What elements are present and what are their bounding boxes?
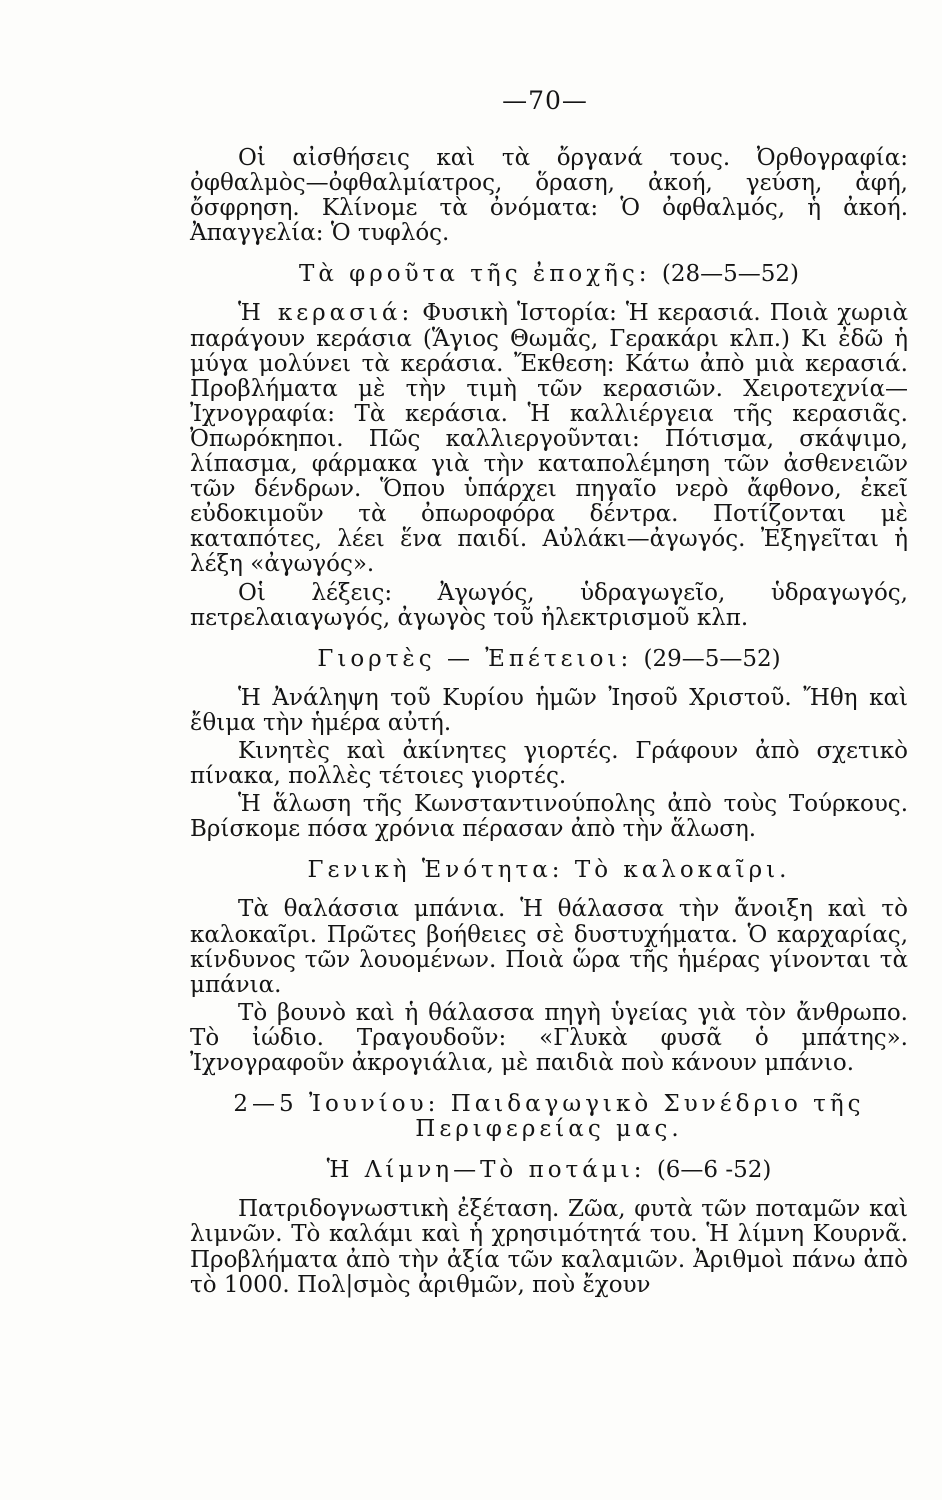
paragraph-senses: Οἱ αἰσθήσεις καὶ τὰ ὄργανά τους. Ὀρθογραφία: ὀφθαλμὸς—ὀφθαλμίατρος, ὅραση, ἀκοή, γεύση, ἁφή, ὄσφρηση. Κλίνομε τὰ ὀνόματα: Ὁ ὀφθαλμός, ἡ ἀκοή. Ἀπαγγελία: Ὁ τυφλός. bbox=[190, 145, 908, 247]
paragraph-fall-constantinople: Ἡ ἅλωση τῆς Κωνσταντινούπολης ἀπὸ τοὺς Τούρκους. Βρίσκομε πόσα χρόνια πέρασαν ἀπὸ τὴν ἅλωση. bbox=[190, 791, 908, 843]
heading-lake-river bbox=[190, 1158, 908, 1183]
page-number: —70— bbox=[502, 86, 588, 115]
heading-conference: 2—5 Ἰουνίου: Παιδαγωγικὸ Συνέδριο τῆς Περιφερείας μας. bbox=[233, 1091, 865, 1143]
paragraph-lead: Ἡ κερασιά: bbox=[238, 300, 414, 327]
paragraph-cherry bbox=[190, 301, 908, 577]
heading-title: Γιορτὲς — Ἐπέτειοι: bbox=[317, 645, 633, 672]
heading-holidays bbox=[190, 647, 908, 672]
heading-title: Ἡ Λίμνη—Τὸ ποτάμι: bbox=[326, 1157, 646, 1184]
paragraph-words: Οἱ λέξεις: Ἀγωγός, ὑδραγωγεῖο, ὑδραγωγός, πετρελαιαγωγός, ἀγωγὸς τοῦ ἠλεκτρισμοῦ κλπ. bbox=[190, 579, 908, 631]
heading-fruits bbox=[190, 262, 908, 287]
body-text bbox=[190, 146, 908, 1298]
heading-title: Τὰ φροῦτα τῆς ἐποχῆς: bbox=[299, 261, 651, 288]
paragraph-body: Φυσικὴ Ἱστορία: Ἡ κερασιά. Ποιὰ χωριὰ παράγουν κεράσια (Ἅγιος Θωμᾶς, Γερακάρι κλπ.) Κι ἐδῶ ἡ μύγα μολύνει τὰ κεράσια. Ἔκθεση: Κάτω ἀπὸ μιὰ κερασιά. Προβλήματα μὲ τὴν τιμὴ τῶν κερασιῶν. Χειροτεχνία—Ἰχνογραφία: Τὰ κεράσια. Ἡ καλλιέργεια τῆς κερασιᾶς. Ὀπωρόκηποι. Πῶς καλλιεργοῦνται: Πότισμα, σκάψιμο, λίπασμα, φάρμακα γιὰ τὴν καταπολέμηση τῶν ἀσθενειῶν τῶν δένδρων. Ὅπου ὑπάρχει πηγαῖο νερὸ ἄφθονο, ἐκεῖ εὐδοκιμοῦν τὰ ὀπωροφόρα δέντρα. Ποτίζονται μὲ καταπότες, λέει ἕνα παιδί. Αὐλάκι—ἀγωγός. Ἐξηγεῖται ἡ λέξη «ἀγωγός». bbox=[190, 300, 908, 578]
paragraph-mountain-sea: Τὸ βουνὸ καὶ ἡ θάλασσα πηγὴ ὑγείας γιὰ τὸν ἄνθρωπο. Τὸ ἰώδιο. Τραγουδοῦν: «Γλυκὰ φυσᾶ ὁ μπάτης». Ἰχνογραφοῦν ἀκρογιάλια, μὲ παιδιὰ ποὺ κάνουν μπάνιο. bbox=[190, 999, 908, 1076]
heading-summer: Γενικὴ Ἑνότητα: Τὸ καλοκαῖρι. bbox=[307, 857, 791, 884]
paragraph-ascension: Ἡ Ἀνάληψη τοῦ Κυρίου ἡμῶν Ἰησοῦ Χριστοῦ. Ἤθη καὶ ἔθιμα τὴν ἡμέρα αὐτή. bbox=[190, 684, 908, 736]
heading-date: (29—5—52) bbox=[643, 645, 781, 672]
paragraph-feasts: Κινητὲς καὶ ἀκίνητες γιορτές. Γράφουν ἀπὸ σχετικὸ πίνακα, πολλὲς τέτοιες γιορτές. bbox=[190, 737, 908, 790]
heading-date: (6—6 -52) bbox=[656, 1157, 772, 1184]
heading-date: (28—5—52) bbox=[661, 261, 799, 288]
paragraph-sea-baths: Τὰ θαλάσσια μπάνια. Ἡ θάλασσα τὴν ἄνοιξη καὶ τὸ καλοκαῖρι. Πρῶτες βοήθειες σὲ δυστυχήματα. Ὁ καρχαρίας, κίνδυνος τῶν λουομένων. Ποιὰ ὥρα τῆς ἡμέρας γίνονται τὰ μπάνια. bbox=[190, 896, 908, 998]
paragraph-geography: Πατριδογνωστικὴ ἐξέταση. Ζῶα, φυτὰ τῶν ποταμῶν καὶ λιμνῶν. Τὸ καλάμι καὶ ἡ χρησιμότητά του. Ἡ λίμνη Κουρνᾶ. Προβλήματα ἀπὸ τὴν ἀξία τῶν καλαμιῶν. Ἀριθμοὶ πάνω ἀπὸ τὸ 1000. Πολ|σμὸς ἀριθμῶν, ποὺ ἔχουν bbox=[190, 1196, 908, 1298]
